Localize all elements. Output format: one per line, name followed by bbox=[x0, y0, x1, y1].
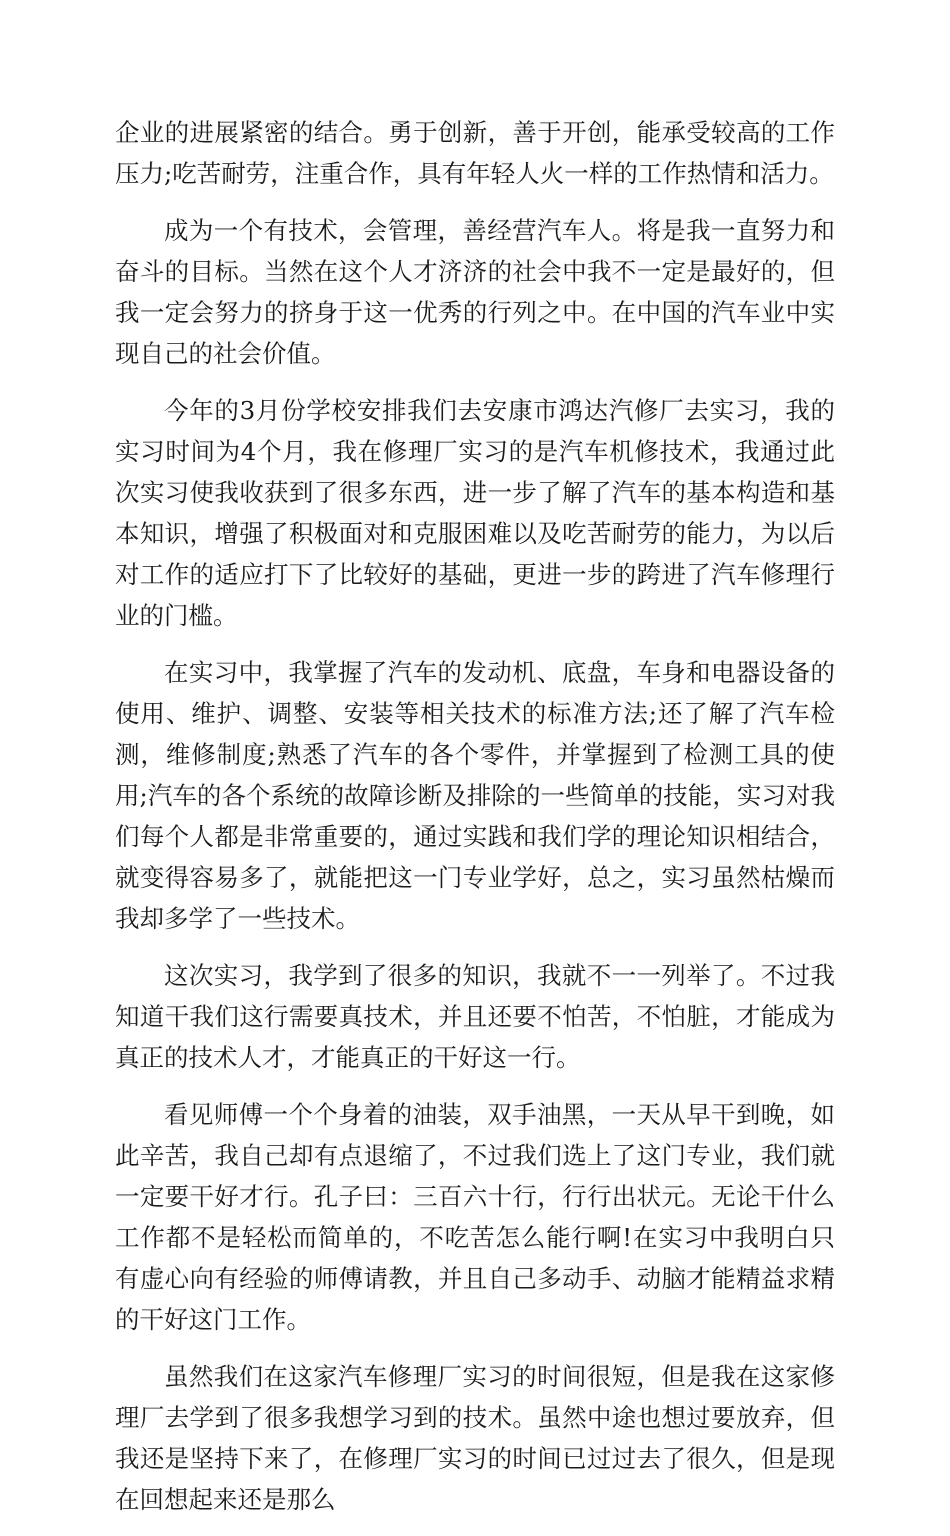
paragraph-7: 虽然我们在这家汽车修理厂实习的时间很短，但是我在这家修理厂去学到了很多我想学习到的技术。虽然中途也想过要放弃，但我还是坚持下来了，在修理厂实习的时间已过过去了很久，但是现在回想起来还是那么 bbox=[115, 1362, 835, 1514]
paragraph-3: 今年的3月份学校安排我们去安康市鸿达汽修厂去实习，我的实习时间为4个月，我在修理厂实习的是汽车机修技术，我通过此次实习使我收获到了很多东西，进一步了解了汽车的基本构造和基本知识，增强了积极面对和克服困难以及吃苦耐劳的能力，为以后对工作的适应打下了比较好的基础，更进一步的跨进了汽车修理行业的门槛。 bbox=[115, 396, 835, 630]
paragraph-1: 企业的进展紧密的结合。勇于创新，善于开创，能承受较高的工作压力;吃苦耐劳，注重合作，具有年轻人火一样的工作热情和活力。 bbox=[115, 118, 835, 188]
document-body bbox=[115, 112, 835, 1536]
paragraph-5: 这次实习，我学到了很多的知识，我就不一一列举了。不过我知道干我们这行需要真技术，并且还要不怕苦，不怕脏，才能成为真正的技术人才，才能真正的干好这一行。 bbox=[115, 961, 835, 1072]
paragraph-6: 看见师傅一个个身着的油装，双手油黑，一天从早干到晚，如此辛苦，我自己却有点退缩了，不过我们选上了这门专业，我们就一定要干好才行。孔子曰：三百六十行，行行出状元。无论干什么工作都不是轻松而简单的，不吃苦怎么能行啊!在实习中我明白只有虚心向有经验的师傅请教，并且自己多动手、动脑才能精益求精的干好这门工作。 bbox=[115, 1100, 835, 1334]
paragraph-2: 成为一个有技术，会管理，善经营汽车人。将是我一直努力和奋斗的目标。当然在这个人才济济的社会中我不一定是最好的，但我一定会努力的挤身于这一优秀的行列之中。在中国的汽车业中实现自己的社会价值。 bbox=[115, 216, 835, 368]
paragraph-4: 在实习中，我掌握了汽车的发动机、底盘，车身和电器设备的使用、维护、调整、安装等相关技术的标准方法;还了解了汽车检测，维修制度;熟悉了汽车的各个零件，并掌握到了检测工具的使用;汽车的各个系统的故障诊断及排除的一些简单的技能，实习对我们每个人都是非常重要的，通过实践和我们学的理论知识相结合，就变得容易多了，就能把这一门专业学好，总之，实习虽然枯燥而我却多学了一些技术。 bbox=[115, 658, 835, 933]
